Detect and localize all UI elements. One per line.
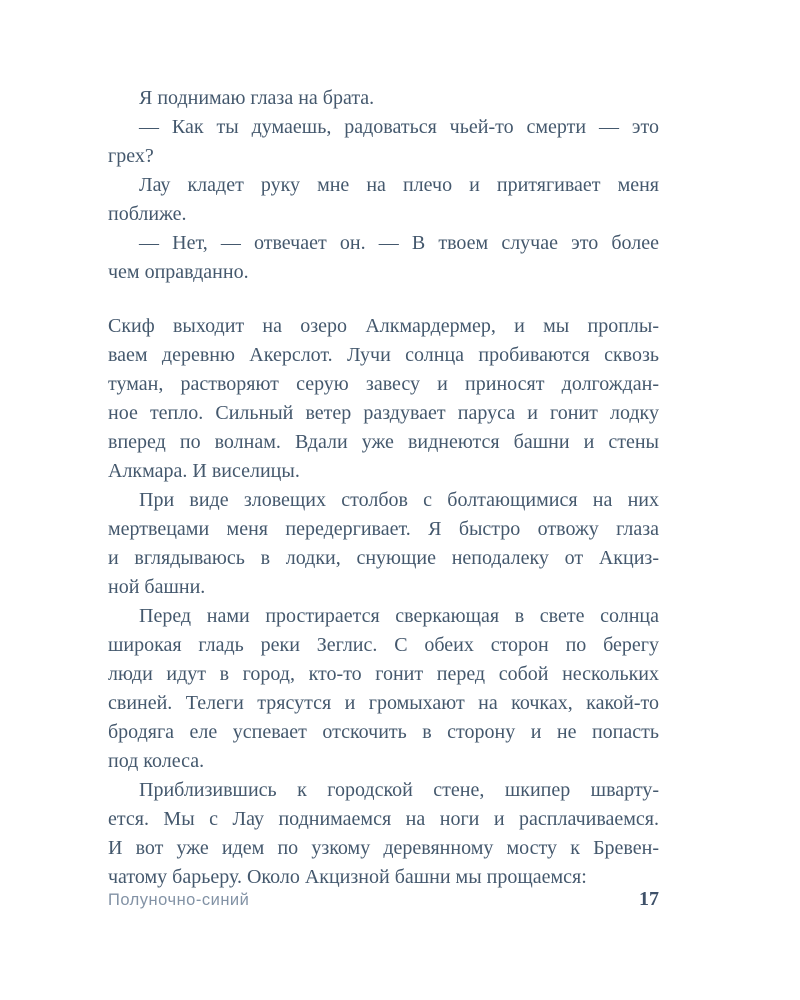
text-line: грех? — [108, 145, 154, 167]
text-line: Лау кладет руку мне на плечо и притягивает меня — [139, 174, 659, 196]
text-line: и вглядываюсь в лодки, снующие неподалеку от Акциз- — [108, 547, 659, 569]
text-line: широкая гладь реки Зеглис. С обеих сторон по берегу — [108, 634, 659, 656]
text-line: люди идут в город, кто-то гонит перед собой нескольких — [108, 663, 659, 685]
text-line: И вот уже идем по узкому деревянному мосту к Бревен- — [108, 837, 659, 859]
paragraph — [108, 486, 659, 602]
text-section — [108, 84, 659, 287]
text-line: ной башни. — [108, 576, 206, 598]
body-text — [108, 84, 659, 892]
paragraph — [108, 312, 659, 486]
paragraph — [108, 113, 659, 171]
text-line: При виде зловещих столбов с болтающимися на них — [139, 489, 659, 511]
text-line: — Как ты думаешь, радоваться чьей-то смерти — это — [139, 116, 659, 138]
text-section — [108, 312, 659, 892]
paragraph — [108, 602, 659, 776]
running-title: Полуночно-синий — [108, 891, 250, 909]
paragraph — [108, 84, 659, 113]
text-line: ное тепло. Сильный ветер раздувает паруса и гонит лодку — [108, 402, 659, 424]
text-line: бродяга еле успевает отскочить в сторону и не попасть — [108, 721, 659, 743]
text-line: — Нет, — отвечает он. — В твоем случае это более — [139, 232, 659, 254]
text-line: Я поднимаю глаза на брата. — [139, 87, 375, 109]
text-line: свиней. Телеги трясутся и громыхают на кочках, какой-то — [108, 692, 659, 714]
text-line: Приблизившись к городской стене, шкипер шварту- — [139, 779, 659, 801]
text-line: Скиф выходит на озеро Алкмардермер, и мы проплы- — [108, 315, 659, 337]
text-line: чатому барьеру. Около Акцизной башни мы прощаемся: — [108, 866, 587, 888]
text-line: ваем деревню Акерслот. Лучи солнца пробиваются сквозь — [108, 344, 659, 366]
text-line: Перед нами простирается сверкающая в свете солнца — [139, 605, 659, 627]
text-line: мертвецами меня передергивает. Я быстро отвожу глаза — [108, 518, 659, 540]
page-number: 17 — [639, 888, 659, 910]
text-line: туман, растворяют серую завесу и приносят долгождан- — [108, 373, 659, 395]
paragraph — [108, 229, 659, 287]
text-line: чем оправданно. — [108, 261, 249, 283]
paragraph — [108, 171, 659, 229]
text-line: под колеса. — [108, 750, 205, 772]
text-line: ется. Мы с Лау поднимаемся на ноги и расплачиваемся. — [108, 808, 659, 830]
page-footer — [108, 888, 659, 911]
paragraph — [108, 776, 659, 892]
text-line: Алкмара. И виселицы. — [108, 460, 300, 482]
text-line: поближе. — [108, 203, 187, 225]
text-line: вперед по волнам. Вдали уже виднеются башни и стены — [108, 431, 659, 453]
